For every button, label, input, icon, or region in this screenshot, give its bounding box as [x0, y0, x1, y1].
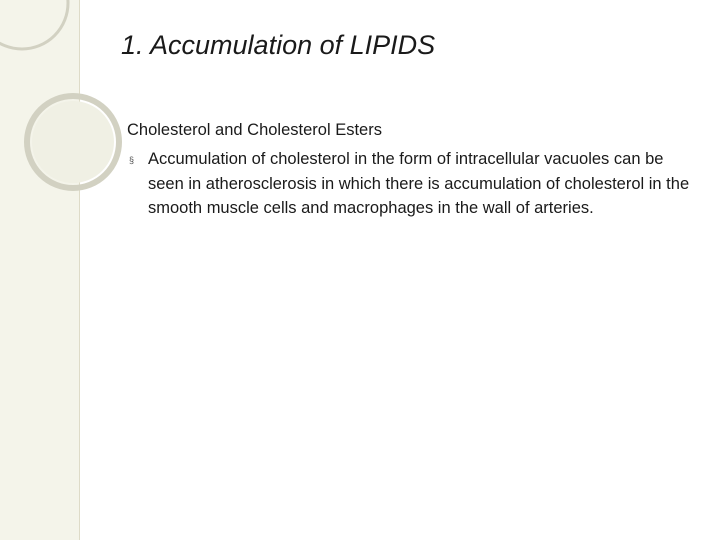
ring-inner-fill-shape: [32, 101, 114, 183]
slide-title: 1. Accumulation of LIPIDS: [121, 30, 436, 60]
bullet-marker-icon: §: [129, 155, 135, 165]
bullet-text: Accumulation of cholesterol in the form of intracellular vacuoles can be seen in atherosclerosis in which there is accumulation of cholesterol in the smooth muscle cells and macrophages in the wall of arteries.: [148, 150, 690, 217]
bullet-list: [127, 147, 702, 221]
bullet-item: [127, 147, 702, 221]
decorative-rings-graphic: [0, 0, 130, 220]
large-ring-shape: [0, 0, 68, 49]
slide-subtitle: Cholesterol and Cholesterol Esters: [127, 121, 382, 139]
